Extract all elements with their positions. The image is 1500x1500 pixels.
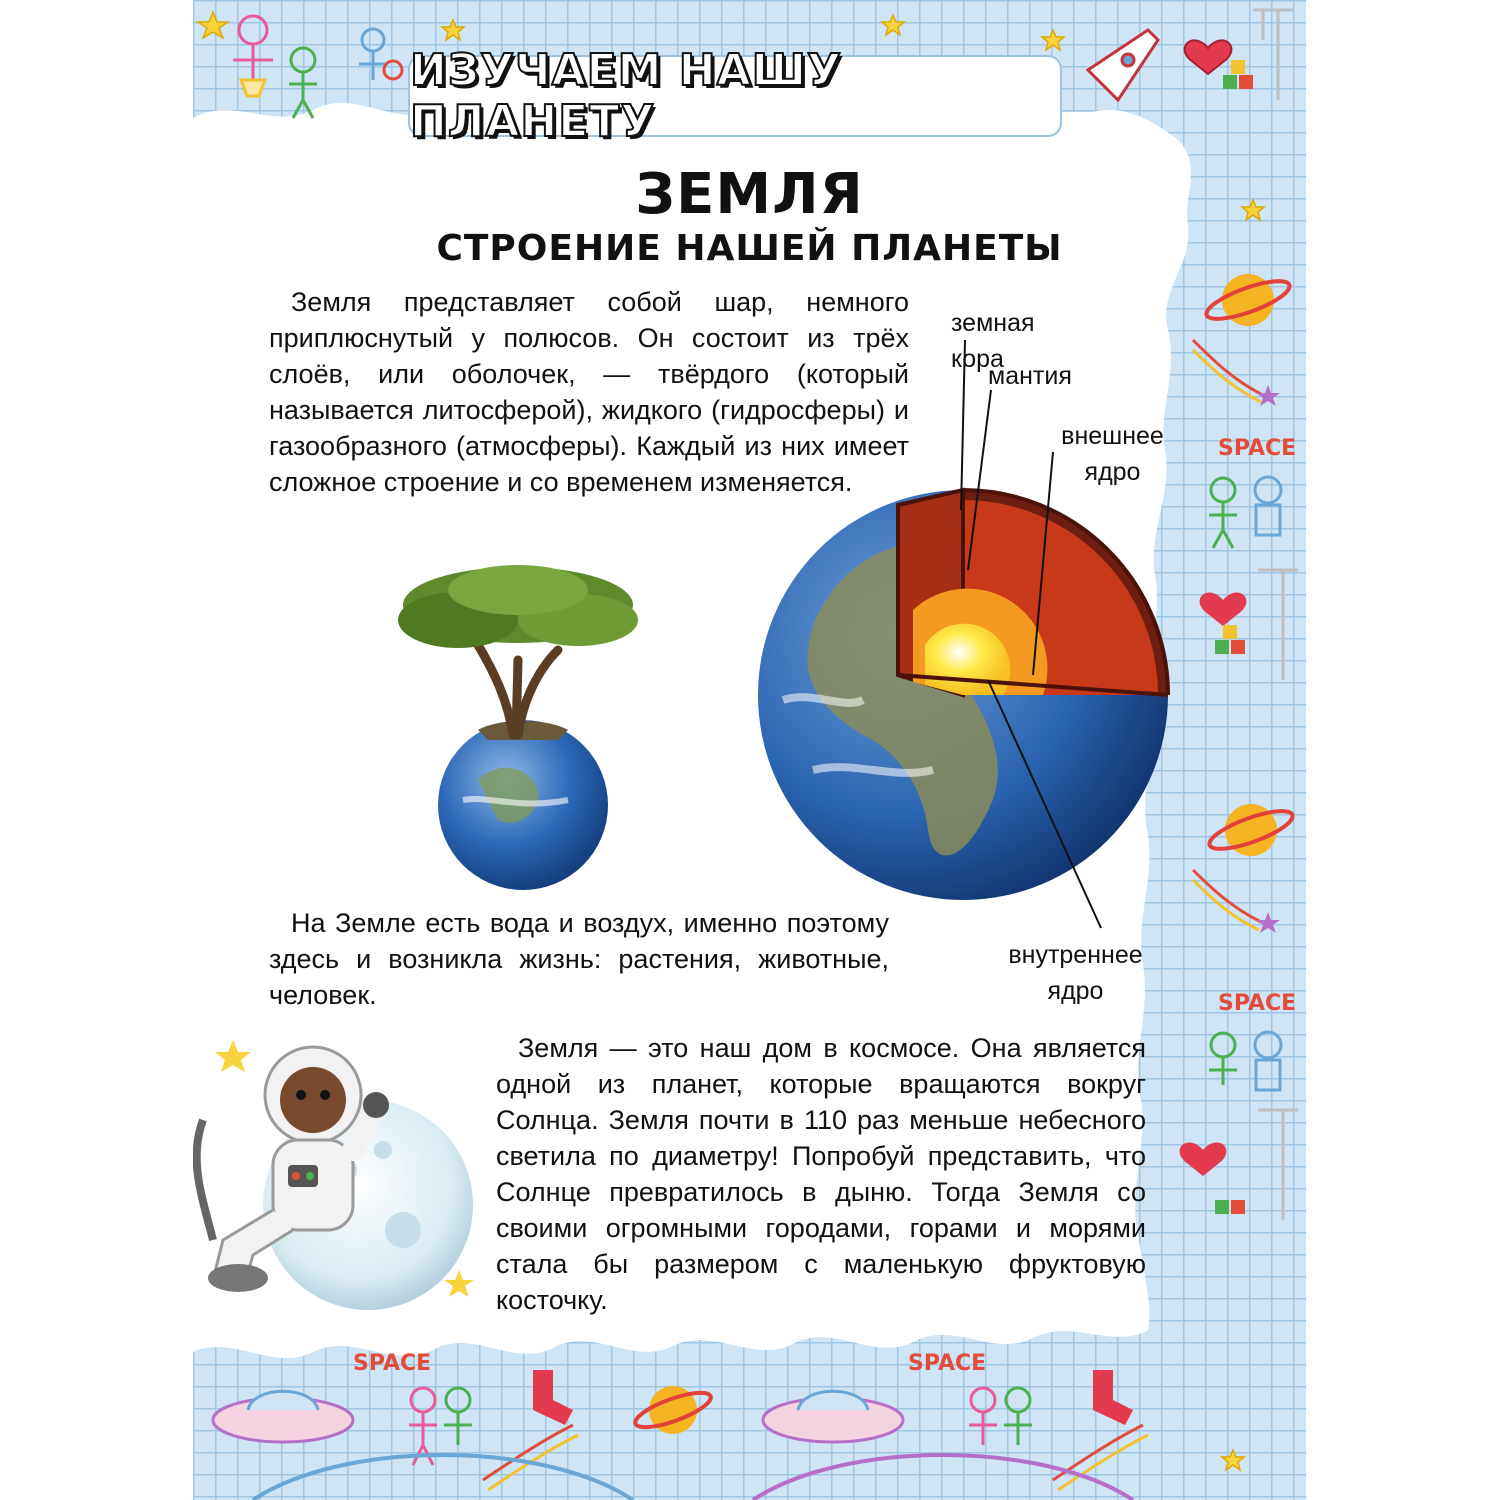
home-text: Земля — это наш дом в космосе. Она является одной из планет, которые вращаются вокруг Солнца. Земля почти в 110 раз меньше небесного светила по диаметру! Попробуй представить, что Солнце превратилось в дыню. Тогда Земля со своими огромными городами, горами и морями стала бы размером с маленькую фруктовую косточку. xyxy=(496,1033,1146,1315)
page-subtitle: СТРОЕНИЕ НАШЕЙ ПЛАНЕТЫ xyxy=(436,228,1063,269)
label-crust: земная кора xyxy=(951,309,1035,373)
crane-icon xyxy=(1258,570,1298,1220)
intro-text: Земля представляет собой шар, немного приплюснутый у полюсов. Он состоит из трёх слоёв, или оболочек, — твёрдого (который называется литосферой), жидкого (гидросферы) и газообразного (атмосферы). Каждый из них имеет сложное строение и со временем изменяется. xyxy=(269,287,909,497)
label-inner-core xyxy=(993,937,1158,1009)
label-mantle: мантия xyxy=(988,362,1072,390)
crane-icon xyxy=(1253,10,1293,100)
tree-foliage xyxy=(398,565,638,648)
astronaut-face xyxy=(280,1067,346,1133)
star-icon xyxy=(444,1270,474,1297)
planet-icon xyxy=(1203,274,1294,327)
doodle-figures-topleft xyxy=(233,16,402,118)
rocket-icon xyxy=(1088,30,1158,100)
life-paragraph xyxy=(269,905,889,1013)
header-banner-title: ИЗУЧАЕМ НАШУ ПЛАНЕТУ xyxy=(410,45,842,147)
heart-icon xyxy=(1185,40,1232,74)
star-icon xyxy=(215,1040,251,1072)
planet-icon xyxy=(632,1386,715,1434)
book-page xyxy=(193,0,1306,1500)
label-outer-core xyxy=(1050,418,1175,490)
toy-blocks-icon xyxy=(1223,60,1253,89)
label-inner-core-line2: ядро xyxy=(1047,977,1104,1005)
heart-icon xyxy=(1180,1142,1227,1176)
planet-icon xyxy=(1206,804,1297,857)
astronaut-on-moon-illustration xyxy=(193,1040,483,1310)
label-inner-core-line1: внутреннее xyxy=(1008,941,1143,969)
tree-trunk xyxy=(478,645,558,735)
label-outer-core-line2: ядро xyxy=(1084,458,1141,486)
space-word-doodle: SPACE xyxy=(353,1351,432,1376)
life-text: На Земле есть вода и воздух, именно поэтому здесь и возникла жизнь: растения, животные, человек. xyxy=(269,908,889,1010)
page-title: ЗЕМЛЯ xyxy=(635,162,864,227)
space-word-doodle: SPACE xyxy=(1218,991,1297,1016)
space-word-doodle: SPACE xyxy=(908,1351,987,1376)
home-paragraph xyxy=(496,1030,1146,1318)
tree-on-earth-illustration xyxy=(368,550,668,890)
heart-icon xyxy=(1200,592,1247,626)
header-banner xyxy=(408,45,1062,147)
space-word-doodle: SPACE xyxy=(1218,436,1297,461)
label-outer-core-line1: внешнее xyxy=(1061,422,1164,450)
rainbow-doodle xyxy=(253,1455,633,1500)
intro-paragraph xyxy=(269,284,909,500)
